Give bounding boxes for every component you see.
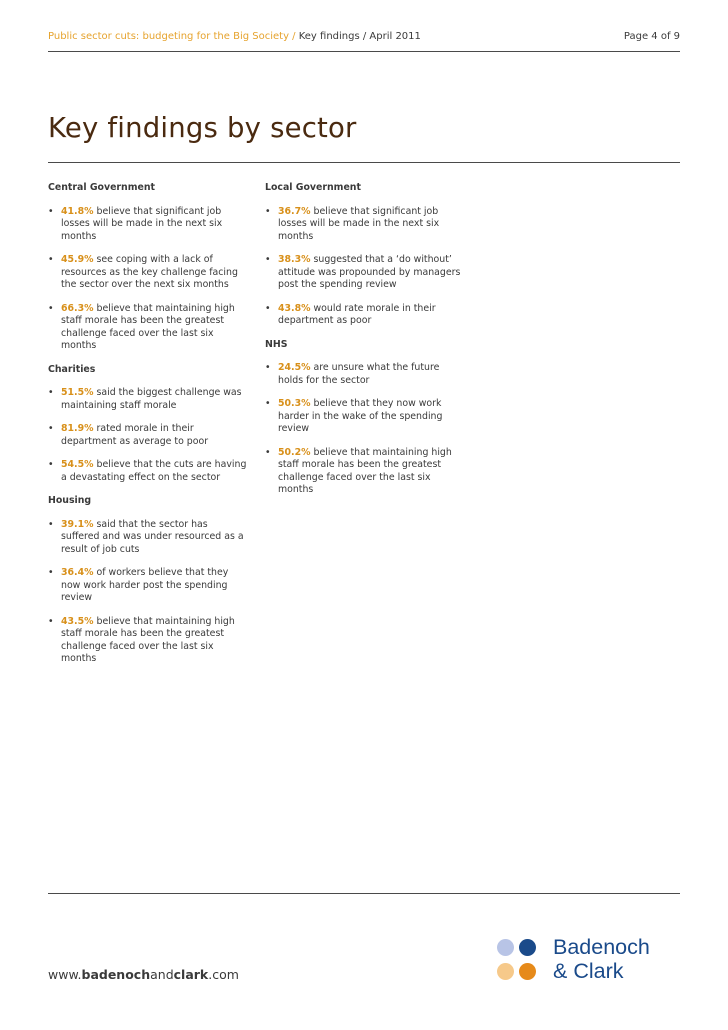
logo-text-line-2: & Clark xyxy=(553,959,624,983)
finding-text: are unsure what the future holds for the sector xyxy=(278,362,440,386)
bullet-icon: • xyxy=(265,398,271,409)
footer-rule xyxy=(48,893,680,894)
url-suffix: .com xyxy=(208,967,239,982)
bullet-icon: • xyxy=(48,615,54,627)
finding-percent: 43.8% xyxy=(278,302,311,314)
bullet-icon: • xyxy=(48,387,54,398)
list-item xyxy=(48,387,249,412)
bullet-icon: • xyxy=(48,254,54,265)
local-government-list xyxy=(265,206,465,328)
housing-list xyxy=(48,519,248,666)
finding-percent: 39.1% xyxy=(61,518,94,530)
list-item xyxy=(48,254,249,292)
list-item xyxy=(48,616,249,666)
finding-percent: 50.2% xyxy=(278,446,311,458)
finding-text: suggested that a ‘do without’ attitude was propounded by managers post the spending review xyxy=(278,254,461,290)
right-column xyxy=(265,182,465,508)
list-item xyxy=(48,206,249,244)
central-government-list xyxy=(48,206,248,353)
list-item xyxy=(265,206,466,244)
finding-text: said the biggest challenge was maintaining staff morale xyxy=(61,387,242,411)
list-item xyxy=(265,362,466,387)
finding-text: said that the sector has suffered and was under resourced as a result of job cuts xyxy=(61,518,244,555)
bullet-icon: • xyxy=(48,205,54,217)
bullet-icon: • xyxy=(48,302,54,314)
bullet-icon: • xyxy=(265,254,271,265)
bullet-icon: • xyxy=(265,302,271,314)
finding-text: believe that they now work harder in the wake of the spending review xyxy=(278,398,443,434)
finding-text: believe that the cuts are having a devastating effect on the sector xyxy=(61,459,247,483)
finding-text: believe that significant job losses will be made in the next six months xyxy=(61,205,223,242)
finding-text: believe that maintaining high staff morale has been the greatest challenge faced over the last six months xyxy=(278,446,452,495)
finding-text: see coping with a lack of resources as the key challenge facing the sector over the next six months xyxy=(61,254,238,290)
url-and: and xyxy=(150,967,174,982)
logo-text-line-1: Badenoch xyxy=(553,935,650,959)
logo-dot-icon xyxy=(519,939,536,956)
left-column xyxy=(48,182,248,677)
url-brand-2: clark xyxy=(173,967,209,982)
list-item xyxy=(48,303,249,353)
finding-text: believe that significant job losses will be made in the next six months xyxy=(278,205,440,242)
finding-percent: 50.3% xyxy=(278,398,311,409)
finding-percent: 45.9% xyxy=(61,254,94,265)
logo-dot-icon xyxy=(519,963,536,980)
section-heading-local-government: Local Government xyxy=(265,182,361,193)
bullet-icon: • xyxy=(48,518,54,530)
finding-text: would rate morale in their department as poor xyxy=(278,302,436,326)
finding-percent: 51.5% xyxy=(61,387,94,398)
finding-percent: 41.8% xyxy=(61,205,94,217)
section-heading-nhs: NHS xyxy=(265,338,288,350)
finding-percent: 38.3% xyxy=(278,254,311,265)
bullet-icon: • xyxy=(265,362,271,373)
header-doc-title: Public sector cuts: budgeting for the Big Society / xyxy=(48,31,299,42)
page-title: Key findings by sector xyxy=(48,112,357,144)
logo-dot-icon xyxy=(497,963,514,980)
finding-percent: 66.3% xyxy=(61,302,94,314)
list-item xyxy=(48,423,249,448)
url-prefix: www. xyxy=(48,967,82,982)
running-header xyxy=(48,31,680,51)
finding-text: believe that maintaining high staff morale has been the greatest challenge faced over the last six months xyxy=(61,302,235,351)
finding-percent: 54.5% xyxy=(61,459,94,470)
badenoch-clark-logo xyxy=(497,936,687,984)
list-item xyxy=(48,519,249,557)
list-item xyxy=(265,303,466,328)
title-rule xyxy=(48,162,680,163)
finding-percent: 81.9% xyxy=(61,423,94,434)
charities-list xyxy=(48,387,248,484)
bullet-icon: • xyxy=(48,423,54,434)
section-heading-central-government: Central Government xyxy=(48,182,156,193)
finding-text: of workers believe that they now work harder post the spending review xyxy=(61,567,229,603)
finding-percent: 36.4% xyxy=(61,567,94,578)
list-item xyxy=(265,447,466,497)
finding-percent: 24.5% xyxy=(278,362,311,373)
url-brand-1: badenoch xyxy=(81,967,151,982)
finding-percent: 43.5% xyxy=(61,615,94,627)
finding-text: rated morale in their department as average to poor xyxy=(61,423,209,447)
website-link[interactable] xyxy=(48,967,239,982)
finding-percent: 36.7% xyxy=(278,205,311,217)
bullet-icon: • xyxy=(265,205,271,217)
section-heading-charities: Charities xyxy=(48,363,96,375)
page-number: Page 4 of 9 xyxy=(623,31,680,42)
header-section: Key findings / April 2011 xyxy=(298,31,421,42)
logo-dot-icon xyxy=(497,939,514,956)
bullet-icon: • xyxy=(48,567,54,578)
section-heading-housing: Housing xyxy=(48,495,92,506)
finding-text: believe that maintaining high staff morale has been the greatest challenge faced over the last six months xyxy=(61,615,235,664)
nhs-list xyxy=(265,362,465,497)
list-item xyxy=(265,254,466,292)
bullet-icon: • xyxy=(265,446,271,458)
list-item xyxy=(265,398,466,436)
header-rule xyxy=(48,51,680,52)
list-item xyxy=(48,567,249,605)
bullet-icon: • xyxy=(48,459,54,470)
list-item xyxy=(48,459,249,484)
